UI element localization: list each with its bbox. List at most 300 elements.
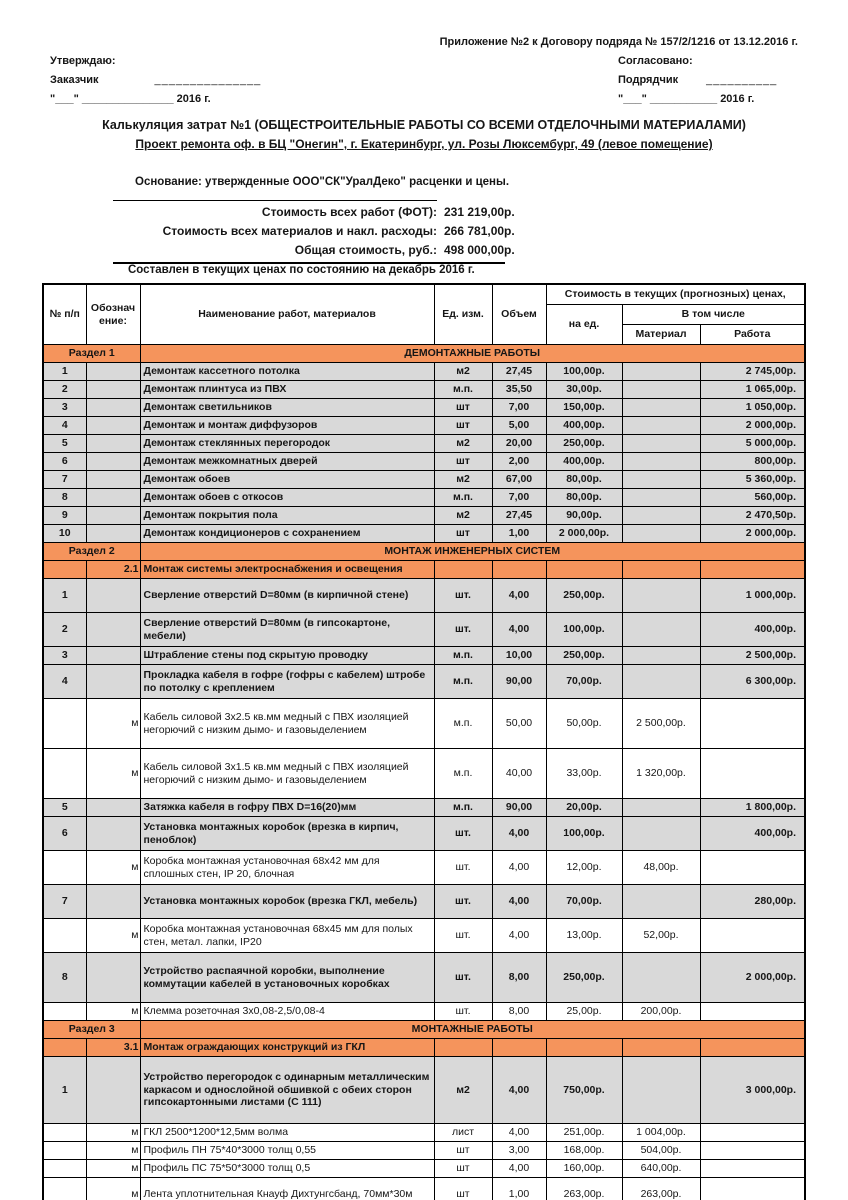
cell-unit: шт.: [434, 613, 492, 647]
contractor-signature-line: __________: [706, 74, 778, 86]
summary-divider-top: [113, 200, 437, 201]
cell-name: Клемма розеточная 3х0,08-2,5/0,08-4: [140, 1003, 434, 1021]
cell-mark: [86, 471, 140, 489]
section-row: [43, 543, 805, 561]
cell-unit: шт.: [434, 579, 492, 613]
cell-mark: [86, 381, 140, 399]
cell-unit: м.п.: [434, 381, 492, 399]
section-title-cell: ДЕМОНТАЖНЫЕ РАБОТЫ: [140, 345, 805, 363]
cell-work-cost: 400,00р.: [700, 817, 805, 851]
cell-num: 3: [43, 399, 86, 417]
cell-unit: м.п.: [434, 699, 492, 749]
cell-unit: лист: [434, 1124, 492, 1142]
table-row: [43, 799, 805, 817]
customer-label: Заказчик: [50, 74, 99, 86]
cell-work-cost: 5 000,00р.: [700, 435, 805, 453]
header-cost-group: Стоимость в текущих (прогнозных) ценах,: [546, 284, 805, 305]
cell-material-cost: [622, 381, 700, 399]
cell-unit: м.п.: [434, 647, 492, 665]
cell-work-cost: 280,00р.: [700, 885, 805, 919]
cell-num: 3: [43, 647, 86, 665]
cost-summary: [113, 200, 633, 264]
cell-unit-price: 250,00р.: [546, 579, 622, 613]
cell-mark: [86, 817, 140, 851]
section-title-cell: МОНТАЖ ИНЖЕНЕРНЫХ СИСТЕМ: [140, 543, 805, 561]
subsection-row: [43, 1039, 805, 1057]
table-row: [43, 399, 805, 417]
cell-mark: [86, 525, 140, 543]
cell-unit-price: 30,00р.: [546, 381, 622, 399]
cell-qty: [492, 1039, 546, 1057]
table-row: [43, 1003, 805, 1021]
cell-mark: [86, 363, 140, 381]
cell-unit-price: 100,00р.: [546, 363, 622, 381]
header-including: В том числе: [622, 305, 805, 325]
cell-num: [43, 1003, 86, 1021]
cell-unit: шт: [434, 453, 492, 471]
cost-table-wrap: [42, 283, 806, 1200]
cell-work-cost: 2 470,50р.: [700, 507, 805, 525]
cell-name: Демонтаж обоев с откосов: [140, 489, 434, 507]
cell-unit: м2: [434, 435, 492, 453]
cell-num: 4: [43, 665, 86, 699]
subsection-title-cell: Монтаж системы электроснабжения и освещения: [140, 561, 434, 579]
cell-material-cost: [622, 1039, 700, 1057]
table-row: [43, 435, 805, 453]
customer-signature-line: _______________: [154, 74, 262, 86]
cell-qty: 4,00: [492, 1057, 546, 1124]
cell-mark: м: [86, 749, 140, 799]
cell-name: Демонтаж светильников: [140, 399, 434, 417]
table-row: [43, 749, 805, 799]
summary-label: Стоимость всех работ (ФОТ):: [261, 205, 437, 219]
cell-mark: [86, 665, 140, 699]
cell-unit-price: 100,00р.: [546, 613, 622, 647]
cell-work-cost: 3 000,00р.: [700, 1057, 805, 1124]
cell-num: 4: [43, 417, 86, 435]
cell-unit: шт.: [434, 1003, 492, 1021]
table-row: [43, 647, 805, 665]
cost-table-body: [43, 345, 805, 1200]
cell-mark: [86, 435, 140, 453]
cell-name: Устройство распаячной коробки, выполнение коммутации кабелей в установочных коробках: [140, 953, 434, 1003]
cell-name: Установка монтажных коробок (врезка в кирпич, пеноблок): [140, 817, 434, 851]
cell-material-cost: [622, 953, 700, 1003]
cell-num: 1: [43, 579, 86, 613]
cell-unit-price: 250,00р.: [546, 953, 622, 1003]
cell-name: Демонтаж покрытия пола: [140, 507, 434, 525]
cell-qty: 67,00: [492, 471, 546, 489]
header-num: № п/п: [43, 284, 86, 345]
cell-mark: м: [86, 699, 140, 749]
table-row: [43, 851, 805, 885]
cell-unit-price: 750,00р.: [546, 1057, 622, 1124]
cell-num: 6: [43, 453, 86, 471]
cell-mark: м: [86, 919, 140, 953]
agree-label: Согласовано:: [618, 55, 693, 67]
customer-line: [50, 71, 261, 90]
cell-mark: [86, 953, 140, 1003]
cell-work-cost: 560,00р.: [700, 489, 805, 507]
cell-name: Демонтаж кондиционеров с сохранением: [140, 525, 434, 543]
cell-unit: шт.: [434, 851, 492, 885]
cell-material-cost: 1 320,00р.: [622, 749, 700, 799]
cell-num: [43, 1160, 86, 1178]
cell-material-cost: [622, 435, 700, 453]
cell-work-cost: 800,00р.: [700, 453, 805, 471]
summary-row-total: [113, 241, 633, 260]
table-row: [43, 953, 805, 1003]
cell-num: 8: [43, 953, 86, 1003]
cell-unit: [434, 1039, 492, 1057]
cell-unit-price: 13,00р.: [546, 919, 622, 953]
cell-unit-price: 20,00р.: [546, 799, 622, 817]
cell-work-cost: [700, 1039, 805, 1057]
cell-num: 5: [43, 799, 86, 817]
cell-unit: шт: [434, 1142, 492, 1160]
cell-name: Лента уплотнительная Кнауф Дихтунгсбанд, 70мм*30м: [140, 1178, 434, 1200]
cell-unit: м.п.: [434, 749, 492, 799]
cell-unit-price: 150,00р.: [546, 399, 622, 417]
cell-mark: м: [86, 851, 140, 885]
cell-num: 1: [43, 363, 86, 381]
cell-qty: 8,00: [492, 1003, 546, 1021]
cell-qty: 4,00: [492, 579, 546, 613]
table-row: [43, 1178, 805, 1200]
cell-unit-price: [546, 561, 622, 579]
cell-name: Демонтаж плинтуса из ПВХ: [140, 381, 434, 399]
cell-unit: [434, 561, 492, 579]
header-unit: Ед. изм.: [434, 284, 492, 345]
cell-material-cost: [622, 579, 700, 613]
cell-mark: [86, 489, 140, 507]
cell-num: 5: [43, 435, 86, 453]
header-work: Работа: [700, 325, 805, 345]
cell-qty: 4,00: [492, 885, 546, 919]
table-row: [43, 665, 805, 699]
cell-qty: 2,00: [492, 453, 546, 471]
cell-num: [43, 1178, 86, 1200]
section-title-cell: МОНТАЖНЫЕ РАБОТЫ: [140, 1021, 805, 1039]
cell-name: Демонтаж кассетного потолка: [140, 363, 434, 381]
cell-unit: шт: [434, 1178, 492, 1200]
cell-material-cost: [622, 417, 700, 435]
table-row: [43, 919, 805, 953]
table-row: [43, 699, 805, 749]
cell-material-cost: [622, 665, 700, 699]
composed-note: Составлен в текущих ценах по состоянию на декабрь 2016 г.: [128, 264, 475, 276]
cell-qty: [492, 561, 546, 579]
cell-name: Установка монтажных коробок (врезка ГКЛ, мебель): [140, 885, 434, 919]
cell-work-cost: [700, 1160, 805, 1178]
table-row: [43, 579, 805, 613]
cell-work-cost: 400,00р.: [700, 613, 805, 647]
cell-qty: 35,50: [492, 381, 546, 399]
cell-num: 6: [43, 817, 86, 851]
cell-name: Затяжка кабеля в гофру ПВХ D=16(20)мм: [140, 799, 434, 817]
cell-num: [43, 1039, 86, 1057]
cell-material-cost: [622, 507, 700, 525]
summary-value: 231 219,00р.: [444, 205, 515, 219]
cell-material-cost: 1 004,00р.: [622, 1124, 700, 1142]
cell-name: Коробка монтажная установочная 68х45 мм для полых стен, метал. лапки, IP20: [140, 919, 434, 953]
cost-table: [42, 283, 806, 1200]
cell-material-cost: [622, 1057, 700, 1124]
cell-work-cost: 1 050,00р.: [700, 399, 805, 417]
cell-name: Прокладка кабеля в гофре (гофры с кабелем) штробе по потолку с креплением: [140, 665, 434, 699]
summary-row-works: [113, 203, 633, 222]
cell-work-cost: [700, 749, 805, 799]
summary-value: 498 000,00р.: [444, 243, 515, 257]
cell-unit-price: 250,00р.: [546, 435, 622, 453]
cell-num: 9: [43, 507, 86, 525]
cell-unit-price: 25,00р.: [546, 1003, 622, 1021]
cell-num: 7: [43, 885, 86, 919]
cell-unit-price: 90,00р.: [546, 507, 622, 525]
cell-num: [43, 749, 86, 799]
subsection-number-cell: 3.1: [86, 1039, 140, 1057]
cell-unit: м2: [434, 1057, 492, 1124]
table-row: [43, 885, 805, 919]
cell-name: Демонтаж обоев: [140, 471, 434, 489]
cell-unit-price: 50,00р.: [546, 699, 622, 749]
cell-unit-price: 70,00р.: [546, 665, 622, 699]
cell-work-cost: [700, 699, 805, 749]
agree-date-line: "___" ___________ 2016 г.: [618, 93, 755, 105]
table-row: [43, 1142, 805, 1160]
cell-unit: шт: [434, 525, 492, 543]
cell-unit: шт: [434, 399, 492, 417]
approve-block: [50, 52, 261, 109]
cell-num: 2: [43, 613, 86, 647]
table-row: [43, 471, 805, 489]
section-number-cell: Раздел 1: [43, 345, 140, 363]
cell-unit: шт.: [434, 953, 492, 1003]
summary-row-materials: [113, 222, 633, 241]
cell-qty: 4,00: [492, 613, 546, 647]
cell-material-cost: 2 500,00р.: [622, 699, 700, 749]
cell-num: 10: [43, 525, 86, 543]
table-row: [43, 817, 805, 851]
cell-material-cost: [622, 363, 700, 381]
cell-mark: м: [86, 1003, 140, 1021]
cell-name: Демонтаж и монтаж диффузоров: [140, 417, 434, 435]
cell-name: Профиль ПС 75*50*3000 толщ 0,5: [140, 1160, 434, 1178]
section-row: [43, 345, 805, 363]
cell-unit: шт: [434, 417, 492, 435]
cell-qty: 20,00: [492, 435, 546, 453]
cell-material-cost: 504,00р.: [622, 1142, 700, 1160]
cell-unit-price: 168,00р.: [546, 1142, 622, 1160]
cell-num: [43, 1124, 86, 1142]
table-row: [43, 525, 805, 543]
cell-name: Устройство перегородок с одинарным металлическим каркасом и однослойной обшивкой с обеих сторон гипсокартонными листами (С 111): [140, 1057, 434, 1124]
cell-unit: шт: [434, 1160, 492, 1178]
cell-material-cost: [622, 647, 700, 665]
contractor-line: [618, 71, 777, 90]
cell-qty: 4,00: [492, 919, 546, 953]
cell-unit: м2: [434, 507, 492, 525]
cell-work-cost: 1 000,00р.: [700, 579, 805, 613]
cell-mark: м: [86, 1178, 140, 1200]
cell-mark: м: [86, 1160, 140, 1178]
cell-material-cost: 640,00р.: [622, 1160, 700, 1178]
table-row: [43, 1160, 805, 1178]
cell-mark: [86, 417, 140, 435]
header-mark: Обознач ение:: [86, 284, 140, 345]
cell-num: 8: [43, 489, 86, 507]
cell-material-cost: 52,00р.: [622, 919, 700, 953]
cell-qty: 27,45: [492, 363, 546, 381]
cell-material-cost: [622, 525, 700, 543]
table-row: [43, 453, 805, 471]
cell-unit: м.п.: [434, 799, 492, 817]
cell-unit: м2: [434, 363, 492, 381]
appendix-note: Приложение №2 к Договору подряда № 157/2/1216 от 13.12.2016 г.: [439, 36, 798, 48]
cell-work-cost: 1 800,00р.: [700, 799, 805, 817]
cell-mark: [86, 453, 140, 471]
section-row: [43, 1021, 805, 1039]
page-title: Калькуляция затрат №1 (ОБЩЕСТРОИТЕЛЬНЫЕ РАБОТЫ СО ВСЕМИ ОТДЕЛОЧНЫМИ МАТЕРИАЛАМИ): [102, 118, 746, 132]
cell-qty: 4,00: [492, 1124, 546, 1142]
cell-unit-price: 160,00р.: [546, 1160, 622, 1178]
cell-unit-price: 33,00р.: [546, 749, 622, 799]
section-number-cell: Раздел 3: [43, 1021, 140, 1039]
cell-work-cost: 1 065,00р.: [700, 381, 805, 399]
cell-material-cost: [622, 471, 700, 489]
cell-unit-price: 400,00р.: [546, 417, 622, 435]
cell-unit-price: 70,00р.: [546, 885, 622, 919]
cell-unit-price: 251,00р.: [546, 1124, 622, 1142]
cell-mark: [86, 647, 140, 665]
cell-mark: [86, 579, 140, 613]
cell-num: 7: [43, 471, 86, 489]
page-subtitle: Проект ремонта оф. в БЦ "Онегин", г. Екатеринбург, ул. Розы Люксембург, 49 (левое помещение): [135, 137, 713, 151]
cell-material-cost: [622, 799, 700, 817]
cell-num: [43, 851, 86, 885]
subsection-title-cell: Монтаж ограждающих конструкций из ГКЛ: [140, 1039, 434, 1057]
cell-unit: м2: [434, 471, 492, 489]
cell-material-cost: [622, 453, 700, 471]
table-row: [43, 489, 805, 507]
cell-unit-price: [546, 1039, 622, 1057]
cell-mark: м: [86, 1124, 140, 1142]
cell-material-cost: [622, 489, 700, 507]
cell-unit: шт.: [434, 919, 492, 953]
cell-unit-price: 2 000,00р.: [546, 525, 622, 543]
cell-unit: шт.: [434, 885, 492, 919]
table-row: [43, 363, 805, 381]
cell-qty: 10,00: [492, 647, 546, 665]
cell-num: [43, 919, 86, 953]
cell-work-cost: [700, 919, 805, 953]
cell-work-cost: 6 300,00р.: [700, 665, 805, 699]
cell-qty: 7,00: [492, 489, 546, 507]
cell-name: Сверление отверстий D=80мм (в гипсокартоне, мебели): [140, 613, 434, 647]
cell-name: Коробка монтажная установочная 68х42 мм для сплошных стен, IP 20, блочная: [140, 851, 434, 885]
header-per-unit: на ед.: [546, 305, 622, 345]
cell-num: 1: [43, 1057, 86, 1124]
cell-material-cost: [622, 561, 700, 579]
table-row: [43, 1124, 805, 1142]
cell-material-cost: [622, 399, 700, 417]
cell-work-cost: 2 000,00р.: [700, 417, 805, 435]
cell-name: Кабель силовой 3х1.5 кв.мм медный с ПВХ изоляцией негорючий с низким дымо- и газовыделением: [140, 749, 434, 799]
cell-qty: 4,00: [492, 817, 546, 851]
cell-qty: 1,00: [492, 1178, 546, 1200]
cell-unit: м.п.: [434, 665, 492, 699]
cell-unit-price: 400,00р.: [546, 453, 622, 471]
cell-work-cost: 2 000,00р.: [700, 953, 805, 1003]
cell-mark: [86, 799, 140, 817]
header-qty: Объем: [492, 284, 546, 345]
cell-name: Профиль ПН 75*40*3000 толщ 0,55: [140, 1142, 434, 1160]
cell-material-cost: [622, 613, 700, 647]
cell-qty: 90,00: [492, 799, 546, 817]
cell-name: Демонтаж межкомнатных дверей: [140, 453, 434, 471]
cell-material-cost: 263,00р.: [622, 1178, 700, 1200]
section-number-cell: Раздел 2: [43, 543, 140, 561]
table-row: [43, 417, 805, 435]
cell-name: Сверление отверстий D=80мм (в кирпичной стене): [140, 579, 434, 613]
cell-qty: 8,00: [492, 953, 546, 1003]
cell-unit-price: 100,00р.: [546, 817, 622, 851]
cell-work-cost: 2 000,00р.: [700, 525, 805, 543]
cell-work-cost: [700, 1003, 805, 1021]
summary-label: Стоимость всех материалов и накл. расходы:: [162, 224, 437, 238]
summary-label: Общая стоимость, руб.:: [294, 243, 437, 257]
cell-qty: 1,00: [492, 525, 546, 543]
table-row: [43, 1057, 805, 1124]
summary-value: 266 781,00р.: [444, 224, 515, 238]
approve-date-line: "___" _______________ 2016 г.: [50, 93, 211, 105]
cell-qty: 5,00: [492, 417, 546, 435]
agree-block: [618, 52, 777, 109]
table-header: [43, 284, 805, 345]
cell-num: [43, 699, 86, 749]
cell-work-cost: 5 360,00р.: [700, 471, 805, 489]
header-material: Материал: [622, 325, 700, 345]
cell-material-cost: [622, 817, 700, 851]
basis-note: Основание: утвержденные ООО"СК"УралДеко" расценки и цены.: [135, 176, 510, 188]
cell-num: 2: [43, 381, 86, 399]
cell-work-cost: [700, 1178, 805, 1200]
cell-material-cost: [622, 885, 700, 919]
cell-name: Штрабление стены под скрытую проводку: [140, 647, 434, 665]
cell-mark: [86, 613, 140, 647]
cell-mark: [86, 1057, 140, 1124]
cell-qty: 90,00: [492, 665, 546, 699]
cell-unit: шт.: [434, 817, 492, 851]
cell-name: ГКЛ 2500*1200*12,5мм волма: [140, 1124, 434, 1142]
cell-name: Кабель силовой 3х2.5 кв.мм медный с ПВХ изоляцией негорючий с низким дымо- и газовыделением: [140, 699, 434, 749]
cell-qty: 40,00: [492, 749, 546, 799]
cell-qty: 4,00: [492, 851, 546, 885]
cell-work-cost: [700, 1142, 805, 1160]
approve-label: Утверждаю:: [50, 55, 116, 67]
cell-qty: 27,45: [492, 507, 546, 525]
cell-name: Демонтаж стеклянных перегородок: [140, 435, 434, 453]
cell-qty: 50,00: [492, 699, 546, 749]
cell-work-cost: [700, 1124, 805, 1142]
table-row: [43, 613, 805, 647]
subsection-number-cell: 2.1: [86, 561, 140, 579]
contractor-label: Подрядчик: [618, 74, 679, 86]
cell-mark: [86, 399, 140, 417]
cell-work-cost: 2 745,00р.: [700, 363, 805, 381]
cell-mark: [86, 885, 140, 919]
cell-material-cost: 48,00р.: [622, 851, 700, 885]
